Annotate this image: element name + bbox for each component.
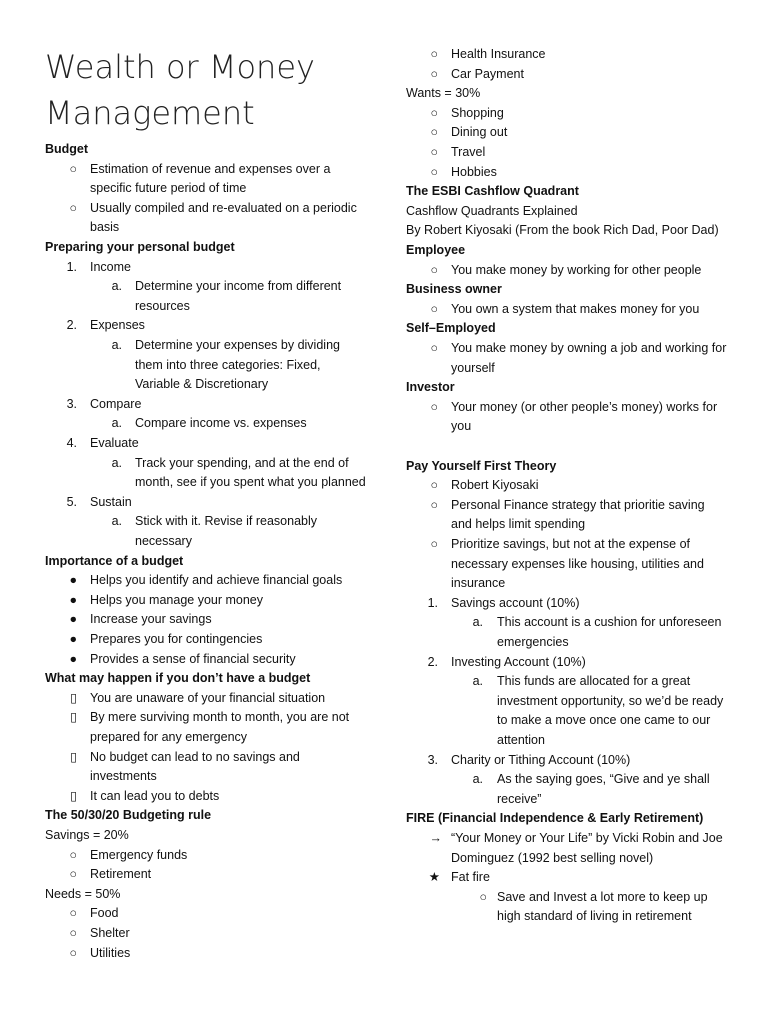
list-item: Car Payment [451, 66, 524, 81]
bullet-icon: ● [69, 632, 77, 646]
page-title: Wealth or Money Management [45, 48, 315, 132]
list-item: Determine your expenses by dividing [135, 338, 340, 352]
list-item: Stick with it. Revise if reasonably [135, 514, 318, 529]
list-item: Helps you manage your money [90, 592, 264, 607]
bullet-icon: ○ [430, 164, 438, 179]
category-label: Needs = 50% [45, 886, 121, 901]
category-label: Savings = 20% [45, 828, 129, 842]
list-item: Emergency funds [90, 847, 188, 862]
list-item: Compare income vs. expenses [135, 416, 307, 431]
missing-glyph-icon: ▯ [70, 690, 77, 705]
list-item: month, see if you spent what you planned [135, 475, 366, 490]
list-item: Food [90, 906, 119, 921]
list-item: them into three categories: Fixed, [135, 357, 321, 372]
list-item: Provides a sense of financial security [90, 651, 296, 666]
list-item: Robert Kiyosaki [451, 478, 539, 493]
list-item: Income [90, 259, 131, 274]
list-item: prepared for any emergency [90, 730, 248, 744]
list-item: resources [135, 298, 190, 313]
bullet-icon: ○ [69, 945, 77, 960]
list-letter: a. [472, 772, 483, 787]
list-item: to make a move once one came to our [497, 713, 711, 728]
list-item: This account is a cushion for unforeseen [497, 615, 722, 630]
list-item: You make money by owning a job and working for [451, 341, 727, 355]
section-heading: The ESBI Cashflow Quadrant [406, 184, 579, 199]
bullet-icon: ○ [69, 867, 77, 882]
list-item: you [451, 419, 472, 434]
list-letter: a. [111, 455, 122, 470]
star-icon: ★ [428, 870, 440, 885]
list-item: Shopping [451, 105, 504, 120]
list-number: 1. [66, 259, 77, 274]
list-number: 2. [427, 654, 438, 669]
list-item: “Your Money or Your Life” by Vicki Robin and Joe [451, 831, 723, 845]
list-item: necessary expenses like housing, utilities and [451, 556, 704, 571]
list-item: Sustain [90, 494, 132, 509]
list-item: Increase your savings [90, 612, 212, 627]
bullet-icon: ○ [479, 889, 487, 904]
list-number: 1. [427, 595, 438, 610]
missing-glyph-icon: ▯ [70, 749, 77, 764]
list-letter: a. [111, 416, 122, 431]
section-heading: The 50/30/20 Budgeting rule [45, 808, 212, 823]
bullet-icon: ○ [430, 497, 438, 512]
list-item: Evaluate [90, 436, 139, 450]
list-item: Dining out [451, 125, 508, 140]
section-heading: Pay Yourself First Theory [406, 458, 557, 473]
list-item: Track your spending, and at the end of [135, 455, 349, 470]
list-letter: a. [472, 674, 483, 689]
section-heading: Importance of a budget [45, 553, 184, 568]
list-item: Expenses [90, 318, 145, 333]
paragraph-line: Cashflow Quadrants Explained [406, 203, 578, 218]
paragraph-line: By Robert Kiyosaki (From the book Rich Dad, Poor Dad) [406, 223, 719, 238]
list-item: yourself [451, 360, 495, 375]
list-item: emergencies [497, 635, 569, 649]
list-number: 2. [66, 318, 77, 333]
bullet-icon: ○ [430, 301, 438, 316]
list-item: Dominguez (1992 best selling novel) [451, 850, 654, 865]
section-heading: FIRE (Financial Independence & Early Retirement) [406, 811, 704, 826]
list-item: necessary [135, 534, 192, 548]
bullet-icon: ○ [69, 906, 77, 921]
list-item: basis [90, 220, 120, 235]
list-item: As the saying goes, “Give and ye shall [497, 772, 710, 787]
bullet-icon: ● [69, 612, 77, 627]
list-letter: a. [472, 615, 483, 630]
section-heading: Employee [406, 243, 466, 257]
section-heading: What may happen if you don’t have a budget [45, 671, 311, 686]
bullet-icon: ○ [69, 926, 77, 940]
list-item: Your money (or other people’s money) works for [451, 399, 718, 414]
list-item: By mere surviving month to month, you are not [90, 710, 350, 725]
bullet-icon: ● [69, 651, 77, 666]
list-item: You are unaware of your financial situation [90, 690, 326, 705]
section-heading: Preparing your personal budget [45, 240, 235, 254]
list-item: Prioritize savings, but not at the expense of [451, 537, 691, 551]
list-item: Retirement [90, 867, 152, 882]
list-item: Charity or Tithing Account (10%) [451, 752, 631, 767]
list-item: Fat fire [451, 870, 490, 885]
list-item: You own a system that makes money for you [451, 301, 700, 316]
list-item: Investing Account (10%) [451, 654, 586, 669]
list-item: Save and Invest a lot more to keep up [497, 889, 708, 904]
list-item: investment opportunity, so we’d be ready [497, 693, 724, 708]
list-item: Utilities [90, 945, 131, 960]
list-item: Determine your income from different [135, 279, 342, 294]
bullet-icon: ○ [430, 47, 438, 61]
list-item: No budget can lead to no savings and [90, 749, 300, 764]
section-heading: Business owner [406, 282, 502, 297]
list-item: and helps limit spending [451, 517, 586, 532]
bullet-icon: ○ [430, 145, 438, 159]
list-item: Usually compiled and re-evaluated on a periodic [90, 200, 357, 215]
list-item: It can lead you to debts [90, 788, 220, 803]
section-heading: Budget [45, 142, 89, 156]
missing-glyph-icon: ▯ [70, 788, 77, 803]
list-item: Estimation of revenue and expenses over a [90, 161, 331, 176]
list-item: Prepares you for contingencies [90, 632, 263, 646]
bullet-icon: ○ [430, 341, 438, 355]
bullet-icon: ○ [430, 537, 438, 551]
bullet-icon: ○ [430, 262, 438, 277]
arrow-right-icon: → [429, 831, 442, 845]
list-item: You make money by working for other people [451, 262, 702, 277]
list-item: insurance [451, 576, 506, 591]
list-item: Hobbies [451, 164, 497, 179]
section-heading: Self–Employed [406, 321, 496, 336]
bullet-icon: ○ [430, 105, 438, 120]
bullet-icon: ● [69, 573, 77, 588]
bullet-icon: ○ [430, 66, 438, 81]
section-heading: Investor [406, 380, 455, 395]
list-item: Travel [451, 145, 486, 159]
list-item: specific future period of time [90, 181, 247, 196]
bullet-icon: ○ [430, 125, 438, 140]
bullet-icon: ○ [69, 847, 77, 862]
list-letter: a. [111, 279, 122, 294]
bullet-icon: ○ [69, 200, 77, 215]
list-item: attention [497, 733, 545, 747]
list-number: 5. [66, 494, 77, 509]
list-letter: a. [111, 338, 122, 352]
missing-glyph-icon: ▯ [70, 710, 77, 725]
bullet-icon: ○ [430, 399, 438, 414]
bullet-icon: ○ [69, 161, 77, 176]
list-number: 3. [66, 396, 77, 411]
list-item: receive” [497, 791, 542, 806]
list-item: Compare [90, 396, 142, 411]
list-item: Variable & Discretionary [135, 377, 269, 392]
list-item: This funds are allocated for a great [497, 674, 691, 689]
bullet-icon: ● [69, 592, 77, 607]
list-number: 3. [427, 752, 438, 767]
category-label: Wants = 30% [406, 86, 481, 101]
list-item: Personal Finance strategy that prioritie saving [451, 497, 705, 512]
list-item: Helps you identify and achieve financial goals [90, 573, 343, 588]
list-item: Savings account (10%) [451, 595, 580, 610]
bullet-icon: ○ [430, 478, 438, 493]
list-number: 4. [66, 436, 77, 450]
list-item: high standard of living in retirement [497, 909, 692, 924]
list-item: Shelter [90, 926, 130, 940]
list-item: Health Insurance [451, 47, 546, 61]
list-item: investments [90, 769, 157, 784]
list-letter: a. [111, 514, 122, 529]
